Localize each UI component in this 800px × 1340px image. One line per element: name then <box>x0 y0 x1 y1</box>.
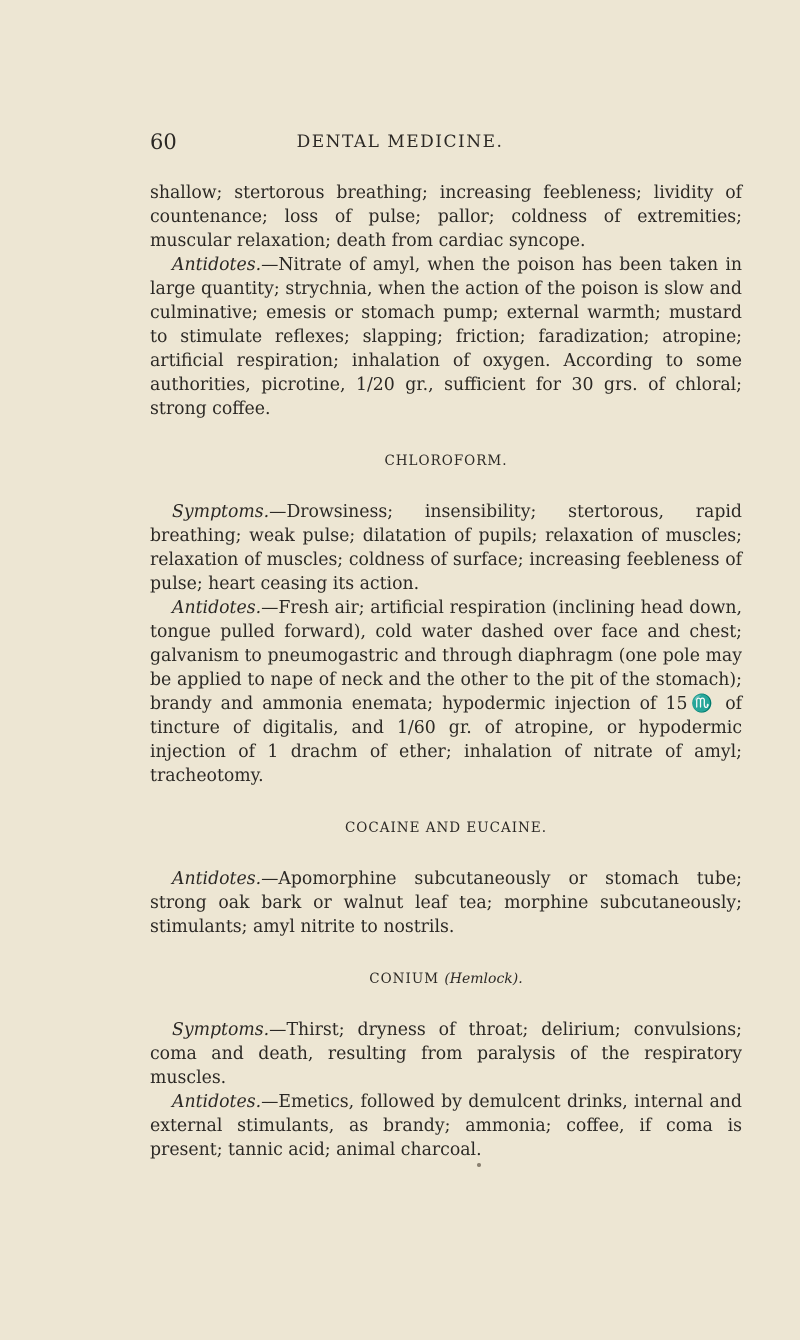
symptoms-text: —Drowsiness; insensibility; stertorous, rapid breathing; weak pulse; dilatation of pupils; relaxation of muscles; relaxation of muscles; coldness of surface; increasing feebleness of pulse; heart ceasing its action. <box>150 502 742 594</box>
symptoms-text: —Thirst; dryness of throat; delirium; convulsions; coma and death, resulting from paralysis of the respiratory muscles. <box>150 1020 742 1088</box>
section-heading-conium <box>150 967 742 991</box>
section-heading-chloroform: CHLOROFORM. <box>384 453 508 469</box>
antidotes-text: —Nitrate of amyl, when the poison has been taken in large quantity; strychnia, when the action of the poison is slow and culminative; emesis or stomach pump; external warmth; mustard to stimulate reflexes; slapping; friction; faradization; atropine; artificial respiration; inhalation of oxygen. According to some authorities, picrotine, 1/20 gr., sufficient for 30 grs. of chloral; strong coffee. <box>150 255 742 419</box>
antidotes-label: Antidotes. <box>172 1092 262 1112</box>
paper-blemish <box>477 1163 481 1167</box>
antidotes-text: —Apomorphine subcutaneously or stomach tube; strong oak bark or walnut leaf tea; morphine subcutaneously; stimulants; amyl nitrite to nostrils. <box>150 869 742 937</box>
symptoms-label: Symptoms. <box>172 1020 270 1040</box>
conium-symptoms-paragraph <box>150 1018 742 1090</box>
antidotes-label: Antidotes. <box>172 255 262 275</box>
symptoms-label: Symptoms. <box>172 502 270 522</box>
antidotes-text: —Emetics, followed by demulcent drinks, internal and external stimulants, as brandy; ammonia; coffee, if coma is present; tannic acid; animal charcoal. <box>150 1092 742 1160</box>
body-text <box>150 181 742 1162</box>
chloroform-antidotes-paragraph <box>150 596 742 788</box>
conium-heading-text: CONIUM <box>369 971 440 987</box>
page-number: 60 <box>150 130 177 154</box>
opening-antidotes-paragraph <box>150 253 742 421</box>
opening-text: shallow; stertorous breathing; increasing feebleness; lividity of countenance; loss of pulse; pallor; coldness of extremities; muscular relaxation; death from cardiac syncope. <box>150 183 742 251</box>
antidotes-label: Antidotes. <box>172 598 262 618</box>
conium-heading-note: (Hemlock). <box>444 971 523 987</box>
antidotes-text: —Fresh air; artificial respiration (inclining head down, tongue pulled forward), cold water dashed over face and chest; galvanism to pneumogastric and through diaphragm (one pole may be applied to nape of neck and the other to the pit of the stomach); brandy and ammonia enemata; hypodermic injection of 15♏ of tincture of digitalis, and 1/60 gr. of atropine, or hypodermic injection of 1 drachm of ether; inhalation of nitrate of amyl; tracheotomy. <box>150 598 742 786</box>
running-head <box>150 130 650 160</box>
section-heading-cocaine: COCAINE AND EUCAINE. <box>344 820 548 836</box>
chloroform-symptoms-paragraph <box>150 500 742 596</box>
opening-paragraph <box>150 181 742 253</box>
conium-antidotes-paragraph <box>150 1090 742 1162</box>
antidotes-label: Antidotes. <box>172 869 262 889</box>
cocaine-antidotes-paragraph <box>150 867 742 939</box>
running-title: DENTAL MEDICINE. <box>296 132 504 152</box>
